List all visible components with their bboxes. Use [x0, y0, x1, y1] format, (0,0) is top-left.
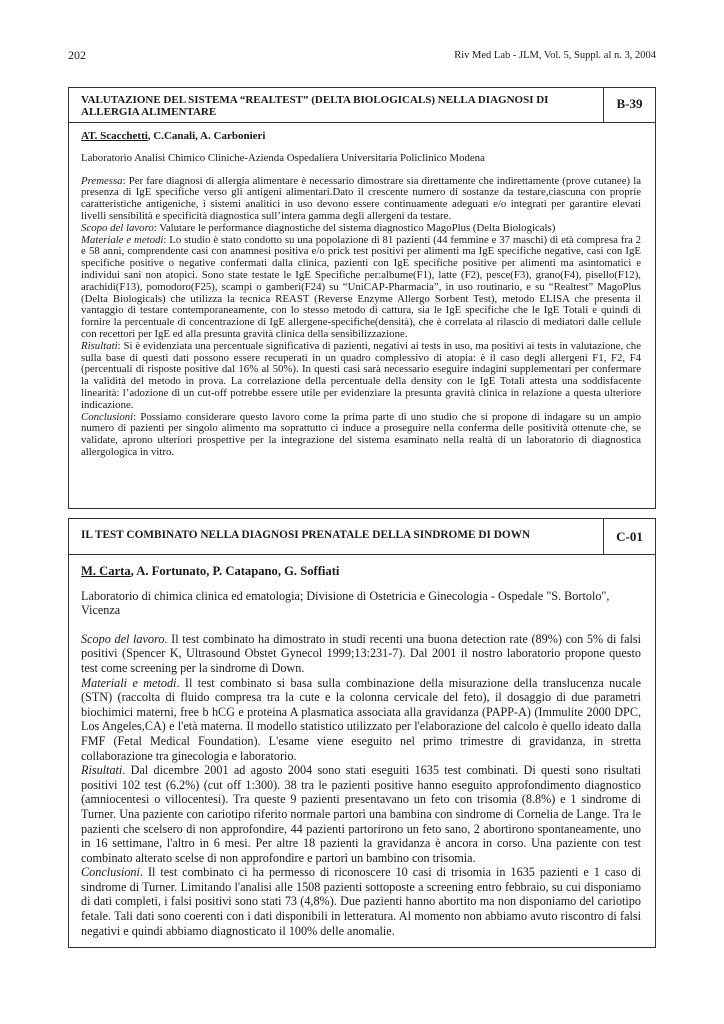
section-label: Scopo del lavoro [81, 221, 154, 234]
page-number: 202 [68, 48, 86, 62]
section-text: : Lo studio è stato condotto su una popolazione di 81 pazienti (44 femmine e 37 maschi) di età compresa fra 2 e 58 anni, comprendente casi con anamnesi positiva e/o prick test positivi per alimenti ma IgE specifiche negative, casi con IgE specifiche positive o negative confermati dalla clinica, pazienti con IgE specifiche positive per alimenti ma asintomatici e individui sani non atopici. Sono state testate le IgE Specifiche per:albume(F1), latte (F2), pesce(F3), grano(F4), pisello(F12), arachidi(F13), pomodoro(F25), scampi o gamberi(F24) su “UniCAP-Pharmacia”, in uso routinario, e su “Realtest” MagoPlus (Delta Biologicals) che utilizza la tecnica REAST (Reverse Enzyme Allergo Sorbent Test), metodo ELISA che presenta il vantaggio di testare contemporaneamente, con lo stesso metodo di cattura, sia le IgE specifiche che le IgE Totali e quindi di fornire la percentuale di concentrazione di IgE allergene-specifiche(densità), che è correlata al rilascio di mediatori dalle cellule con recettori per IgE ed alla presunta gravità clinica della sensibilizzazione. [81, 233, 641, 340]
section-risultati [81, 763, 641, 865]
section-label: Risultati [81, 763, 123, 778]
section-premessa [81, 176, 641, 223]
author-list [81, 564, 641, 579]
section-text: . Il test combinato ha dimostrato in studi recenti una buona detection rate (89%) con 5% di falsi positivi (Spencer K, Ultrasound Obstet Gynecol 1999;13:231-7). Dal 2001 il nostro laboratorio propone questo test come screening per la sindrome di Down. [81, 631, 642, 675]
running-head: Riv Med Lab - JLM, Vol. 5, Suppl. al n. 3, 2004 [454, 50, 656, 61]
abstract-body [69, 131, 655, 459]
section-label: Conclusioni [81, 865, 140, 880]
abstract-c01 [68, 518, 656, 948]
section-text: : Per fare diagnosi di allergia alimentare è necessario dimostrare sia direttamente che indirettamente (prove cutanee) la presenza di IgE specifiche verso gli antigeni alimentari.Dato il crescente numero di sostanze da testare,ciascuna con proprie caratteristiche antigeniche, i sistemi analitici in uso devono essere continuamente adeguati e/o integrati per garantire elevati livelli sensibilità e specificità diagnostica sull’intera gamma degli allergeni da testare. [81, 174, 641, 222]
section-conclusioni [81, 865, 641, 938]
section-text: : Valutare le performance diagnostiche del sistema diagnostico MagoPlus (Delta Biologicals) [153, 221, 556, 234]
abstract-code: C-01 [603, 519, 655, 554]
section-label: Materiali e metodi [81, 675, 177, 690]
section-text: . Il test combinato ci ha permesso di riconoscere 10 casi di trisomia in 1635 pazienti e 1 caso di sindrome di Turner. Limitando l'analisi alle 1508 pazienti sottoposte a screening entro febbraio, su cui disponiamo di dati completi, i falsi positivi sono stati 73 (4,8%). Due pazienti hanno abortito ma non disponiamo del cariotipo fetale. Tali dati sono coerenti con i dati disponibili in letteratura. Al momento non abbiamo avuto riscontro di falsi negativi e quindi abbiamo diagnosticato il 100% delle anomalie. [81, 865, 641, 938]
abstract-code: B-39 [603, 88, 655, 122]
section-scopo [81, 632, 641, 676]
section-risultati [81, 341, 641, 412]
section-metodi [81, 676, 641, 764]
presenting-author: M. Carta [81, 564, 131, 578]
abstract-title: IL TEST COMBINATO NELLA DIAGNOSI PRENATALE DELLA SINDROME DI DOWN [81, 529, 531, 541]
affiliation: Laboratorio Analisi Chimico Cliniche-Azienda Ospedaliera Universitaria Policlinico Modena [81, 151, 485, 164]
abstract-b39 [68, 87, 656, 509]
co-authors: , C.Canali, A. Carbonieri [147, 130, 266, 142]
section-metodi [81, 235, 641, 341]
affiliation: Laboratorio di chimica clinica ed ematologia; Divisione di Ostetricia e Ginecologia - Ospedale "S. Bortolo", Vicenza [81, 588, 610, 618]
section-text: : Si è evidenziata una percentuale significativa di pazienti, negativi ai tests in uso, ma positivi ai tests in valutazione, che sulla base di questi dati possono essere recuperati in un quadro complessivo di atopia: è il caso degli allergeni F1, F2, F4 (percentuali di risposte positive dal 16% al 50%). In questi casi sarà necessario eseguire indagini supplementari per confermare la validità del metodo in prova. La correlazione della percentuale della density con le IgE Totali attesta una soddisfacente linearità: l’adozione di un cut-off potrebbe essere utile per evidenziare la presunta gravità clinica in relazione a questa ulteriore indicazione. [81, 339, 641, 411]
abstract-title: VALUTAZIONE DEL SISTEMA “REALTEST” (DELTA BIOLOGICALS) NELLA DIAGNOSI DI ALLERGIA ALIMENTARE [81, 94, 549, 118]
section-text: : Possiamo considerare questo lavoro come la prima parte di uno studio che si propone di indagare su un ampio numero di pazienti per singolo alimento ma soprattutto ci induce a proseguire nella conferma delle positività ottenute che, se validate, aprono ulteriori prospettive per la integrazione del sistema esaminato nella realtà di un laboratorio di diagnostica allergologica in vitro. [81, 410, 641, 458]
author-list [81, 131, 641, 143]
co-authors: , A. Fortunato, P. Catapano, G. Soffiati [130, 564, 340, 578]
section-label: Scopo del lavoro [81, 631, 165, 646]
section-label: Materiale e metodi [81, 233, 164, 246]
abstract-body [69, 564, 655, 938]
section-text: . Il test combinato si basa sulla combinazione della misurazione della translucenza nucale (STN) (raccolta di fluido compresa tra la cute e la colonna cervicale del feto), il dosaggio di due parametri biochimici materni, free b hCG e proteina A plasmatica associata alla gravidanza (PAPP-A) (Immulite 2000 DPC, Los Angeles,CA) e l'età materna. Il modello statistico utilizzato per l'elaborazione del calcolo è quello ideato dalla FMF (Fetal Medical Foundation). L'esame viene eseguito nel primo trimestre di gravidanza, in stretta collaborazione tra ginecologia e laboratorio. [81, 675, 641, 763]
abstract-header [69, 519, 655, 555]
presenting-author: AT. Scacchetti [81, 130, 148, 142]
section-label: Risultati [81, 339, 118, 352]
section-text: . Dal dicembre 2001 ad agosto 2004 sono stati eseguiti 1635 test combinati. Di questi sono risultati positivi 102 test (6.2%) (cut off 1:300). 38 tra le pazienti positive hanno eseguito approfondimento diagnostico (amniocentesi o villocentesi). Tra queste 9 pazienti presentavano un feto con trisomia (8.8%) e 1 sindrome di Turner. Una paziente con cariotipo riferito normale partorì una bambina con sindrome di Cornelia de Lange. Tra le pazienti che scelsero di non approfondire, 44 pazienti partorirono un feto sano, 2 abortirono spontaneamente, uno in 16 settimane, l'altro in 6 mesi. Per altre 18 pazienti la gravidanza è ancora in corso. Una paziente con test combinato alterato scelse di non approfondire e partorì un bambino con trisomia. [81, 763, 641, 865]
abstract-header [69, 88, 655, 123]
section-label: Conclusioni [81, 410, 134, 423]
section-conclusioni [81, 412, 641, 459]
section-label: Premessa [81, 174, 123, 187]
